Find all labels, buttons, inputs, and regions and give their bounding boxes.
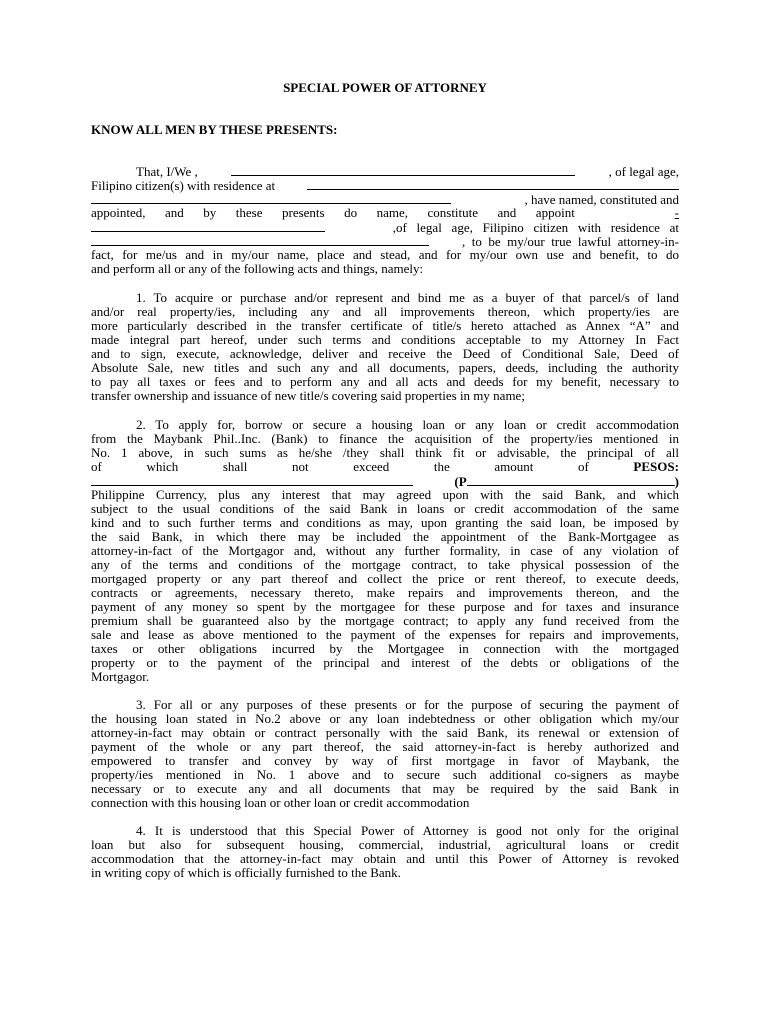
attorney-residence-blank-field[interactable]: [91, 234, 429, 246]
p2-line: No. 1 above, in such sums as he/she /they shall think fit or advisable, the principal of all: [91, 446, 679, 460]
residence-blank-field[interactable]: [307, 178, 679, 190]
intro-line-7: fact, for me/us and in my/our name, place and stead, and for my/our own use and benefit, to do: [91, 248, 679, 262]
p1-line: 1. To acquire or purchase and/or represent and bind me as a buyer of that parcel/s of land: [136, 291, 679, 305]
document-heading: KNOW ALL MEN BY THESE PRESENTS:: [91, 122, 338, 137]
document-title: SPECIAL POWER OF ATTORNEY: [283, 80, 487, 95]
p2-line: sale and lease as above mentioned to the payment of the expenses for repairs and improvements,: [91, 628, 679, 642]
p3-line: empowered to transfer and convey by way of first mortgage in favor of Maybank, the: [91, 754, 679, 768]
intro-named-text: , have named, constituted and: [524, 192, 679, 207]
p2-line: attorney-in-fact of the Mortgagor and, without any further formality, in case of any violation of: [91, 544, 679, 558]
intro-residence-text: Filipino citizen(s) with residence at: [91, 178, 276, 193]
p2-line: mortgaged property or any part thereof and collect the price or rent thereof, to execute deeds,: [91, 572, 679, 586]
p2-amount-blank-line: [91, 474, 679, 488]
p2-word: amount: [494, 459, 534, 474]
p2-word: which: [146, 459, 179, 474]
p2-line: taxes or other obligations incurred by the Mortgagee in connection with the mortgaged: [91, 642, 679, 656]
intro-legal-age-text: , of legal age,: [608, 164, 679, 179]
peso-close-paren: ): [674, 474, 679, 489]
p3-line: necessary or to execute any and all documents that may be required by the said Bank in: [91, 782, 679, 796]
p2-line: subject to the usual conditions of the said Bank in loans or credit accommodation of the same: [91, 502, 679, 516]
attorney-name-blank-field[interactable]: [91, 220, 325, 232]
p2-amount-line: [91, 460, 679, 474]
intro-line-8: and perform all or any of the following acts and things, namely:: [91, 262, 424, 276]
p1-line: and/or real property/ies, including any and all improvements thereon, which property/ies are: [91, 305, 679, 319]
intro-citizen-text: ,of legal age, Filipino citizen with residence at: [392, 220, 679, 235]
p4-line: accommodation that the attorney-in-fact may obtain and until this Power of Attorney is revoked: [91, 852, 679, 866]
p2-word: of: [91, 459, 102, 474]
p1-line: transfer ownership and issuance of new title/s covering said properties in my name;: [91, 389, 525, 403]
name-blank-field[interactable]: [231, 164, 575, 176]
peso-sign-label: (P: [454, 474, 467, 489]
paragraph-1: [91, 291, 679, 403]
p4-line: in writing copy of which is officially furnished to the Bank.: [91, 866, 401, 880]
p2-line: payment of any money so spent by the mortgagee for these purpose and for taxes and insurance: [91, 600, 679, 614]
intro-dash-text: -: [674, 205, 679, 220]
p2-line: the said Bank, in which there may be included the appointment of the Bank-Mortgagee as: [91, 530, 679, 544]
p1-line: and to sign, execute, acknowledge, deliver and receive the Deed of Conditional Sale, Deed of: [91, 347, 679, 361]
intro-attorney-text: , to be my/our true lawful attorney-in-: [462, 234, 679, 249]
p3-line: payment of the whole or any part thereof, the said attorney-in-fact is hereby authorized and: [91, 740, 679, 754]
p4-line: loan but also for subsequent housing, commercial, industrial, agricultural loans or credit: [91, 838, 679, 852]
intro-paragraph: [91, 164, 679, 276]
p2-line: premium shall be guaranteed also by the mortgage contract; to apply any fund received from the: [91, 614, 679, 628]
p2-word: of: [577, 459, 589, 474]
p1-line: made integral part hereof, under such terms and conditions acceptable to my Attorney In Fact: [91, 333, 679, 347]
p3-line: 3. For all or any purposes of these presents or for the purpose of securing the payment of: [136, 698, 679, 712]
intro-that-text: That, I/We ,: [136, 164, 198, 179]
p3-line: property/ies mentioned in No. 1 above and to secure such additional co-signers as maybe: [91, 768, 679, 782]
p2-line: Philippine Currency, plus any interest that may agreed upon with the said Bank, and which: [91, 488, 679, 502]
paragraph-4: [91, 824, 679, 880]
p2-line: any of the terms and conditions of the mortgage contract, to take physical possession of the: [91, 558, 679, 572]
amount-figures-blank-field[interactable]: [467, 474, 675, 486]
p1-line: to pay all taxes or fees and to perform any and all acts and deeds for my benefit, necessary to: [91, 375, 679, 389]
p2-line: property or to the payment of the principal and interest of the debts or obligations of the: [91, 656, 679, 670]
p2-line: 2. To apply for, borrow or secure a housing loan or any loan or credit accommodation: [136, 418, 679, 432]
p2-word: the: [433, 459, 450, 474]
residence-continued-blank-field[interactable]: [91, 192, 451, 204]
p2-line: from the Maybank Phil..Inc. (Bank) to finance the acquisition of the property/ies mentioned in: [91, 432, 679, 446]
p2-line: Mortgagor.: [91, 670, 150, 684]
p1-line: Absolute Sale, new titles and such any and all documents, papers, deeds, including the authority: [91, 361, 679, 375]
paragraph-2: [91, 418, 679, 684]
p3-line: the housing loan stated in No.2 above or any loan indebtedness or other obligation which my/our: [91, 712, 679, 726]
p2-line: kind and to such further terms and conditions as may, upon granting the said loan, be imposed by: [91, 516, 679, 530]
p1-line: more particularly described in the transfer certificate of title/s hereto attached as Annex “A” and: [91, 319, 679, 333]
p2-word: exceed: [353, 459, 390, 474]
p3-line: attorney-in-fact may obtain or contract personally with the said Bank, its renewal or extension of: [91, 726, 679, 740]
p4-line: 4. It is understood that this Special Power of Attorney is good not only for the original: [136, 824, 679, 838]
intro-appointed-text: appointed, and by these presents do name, constitute and appoint: [91, 205, 575, 220]
pesos-label: PESOS:: [633, 459, 679, 474]
p2-word: shall: [222, 459, 248, 474]
p2-word: not: [291, 459, 309, 474]
p3-line: connection with this housing loan or other loan or credit accommodation: [91, 796, 470, 810]
p2-line: contracts or agreements, necessary thereto, make repairs and improvements thereon, and the: [91, 586, 679, 600]
paragraph-3: [91, 698, 679, 810]
amount-words-blank-field[interactable]: [91, 474, 413, 486]
